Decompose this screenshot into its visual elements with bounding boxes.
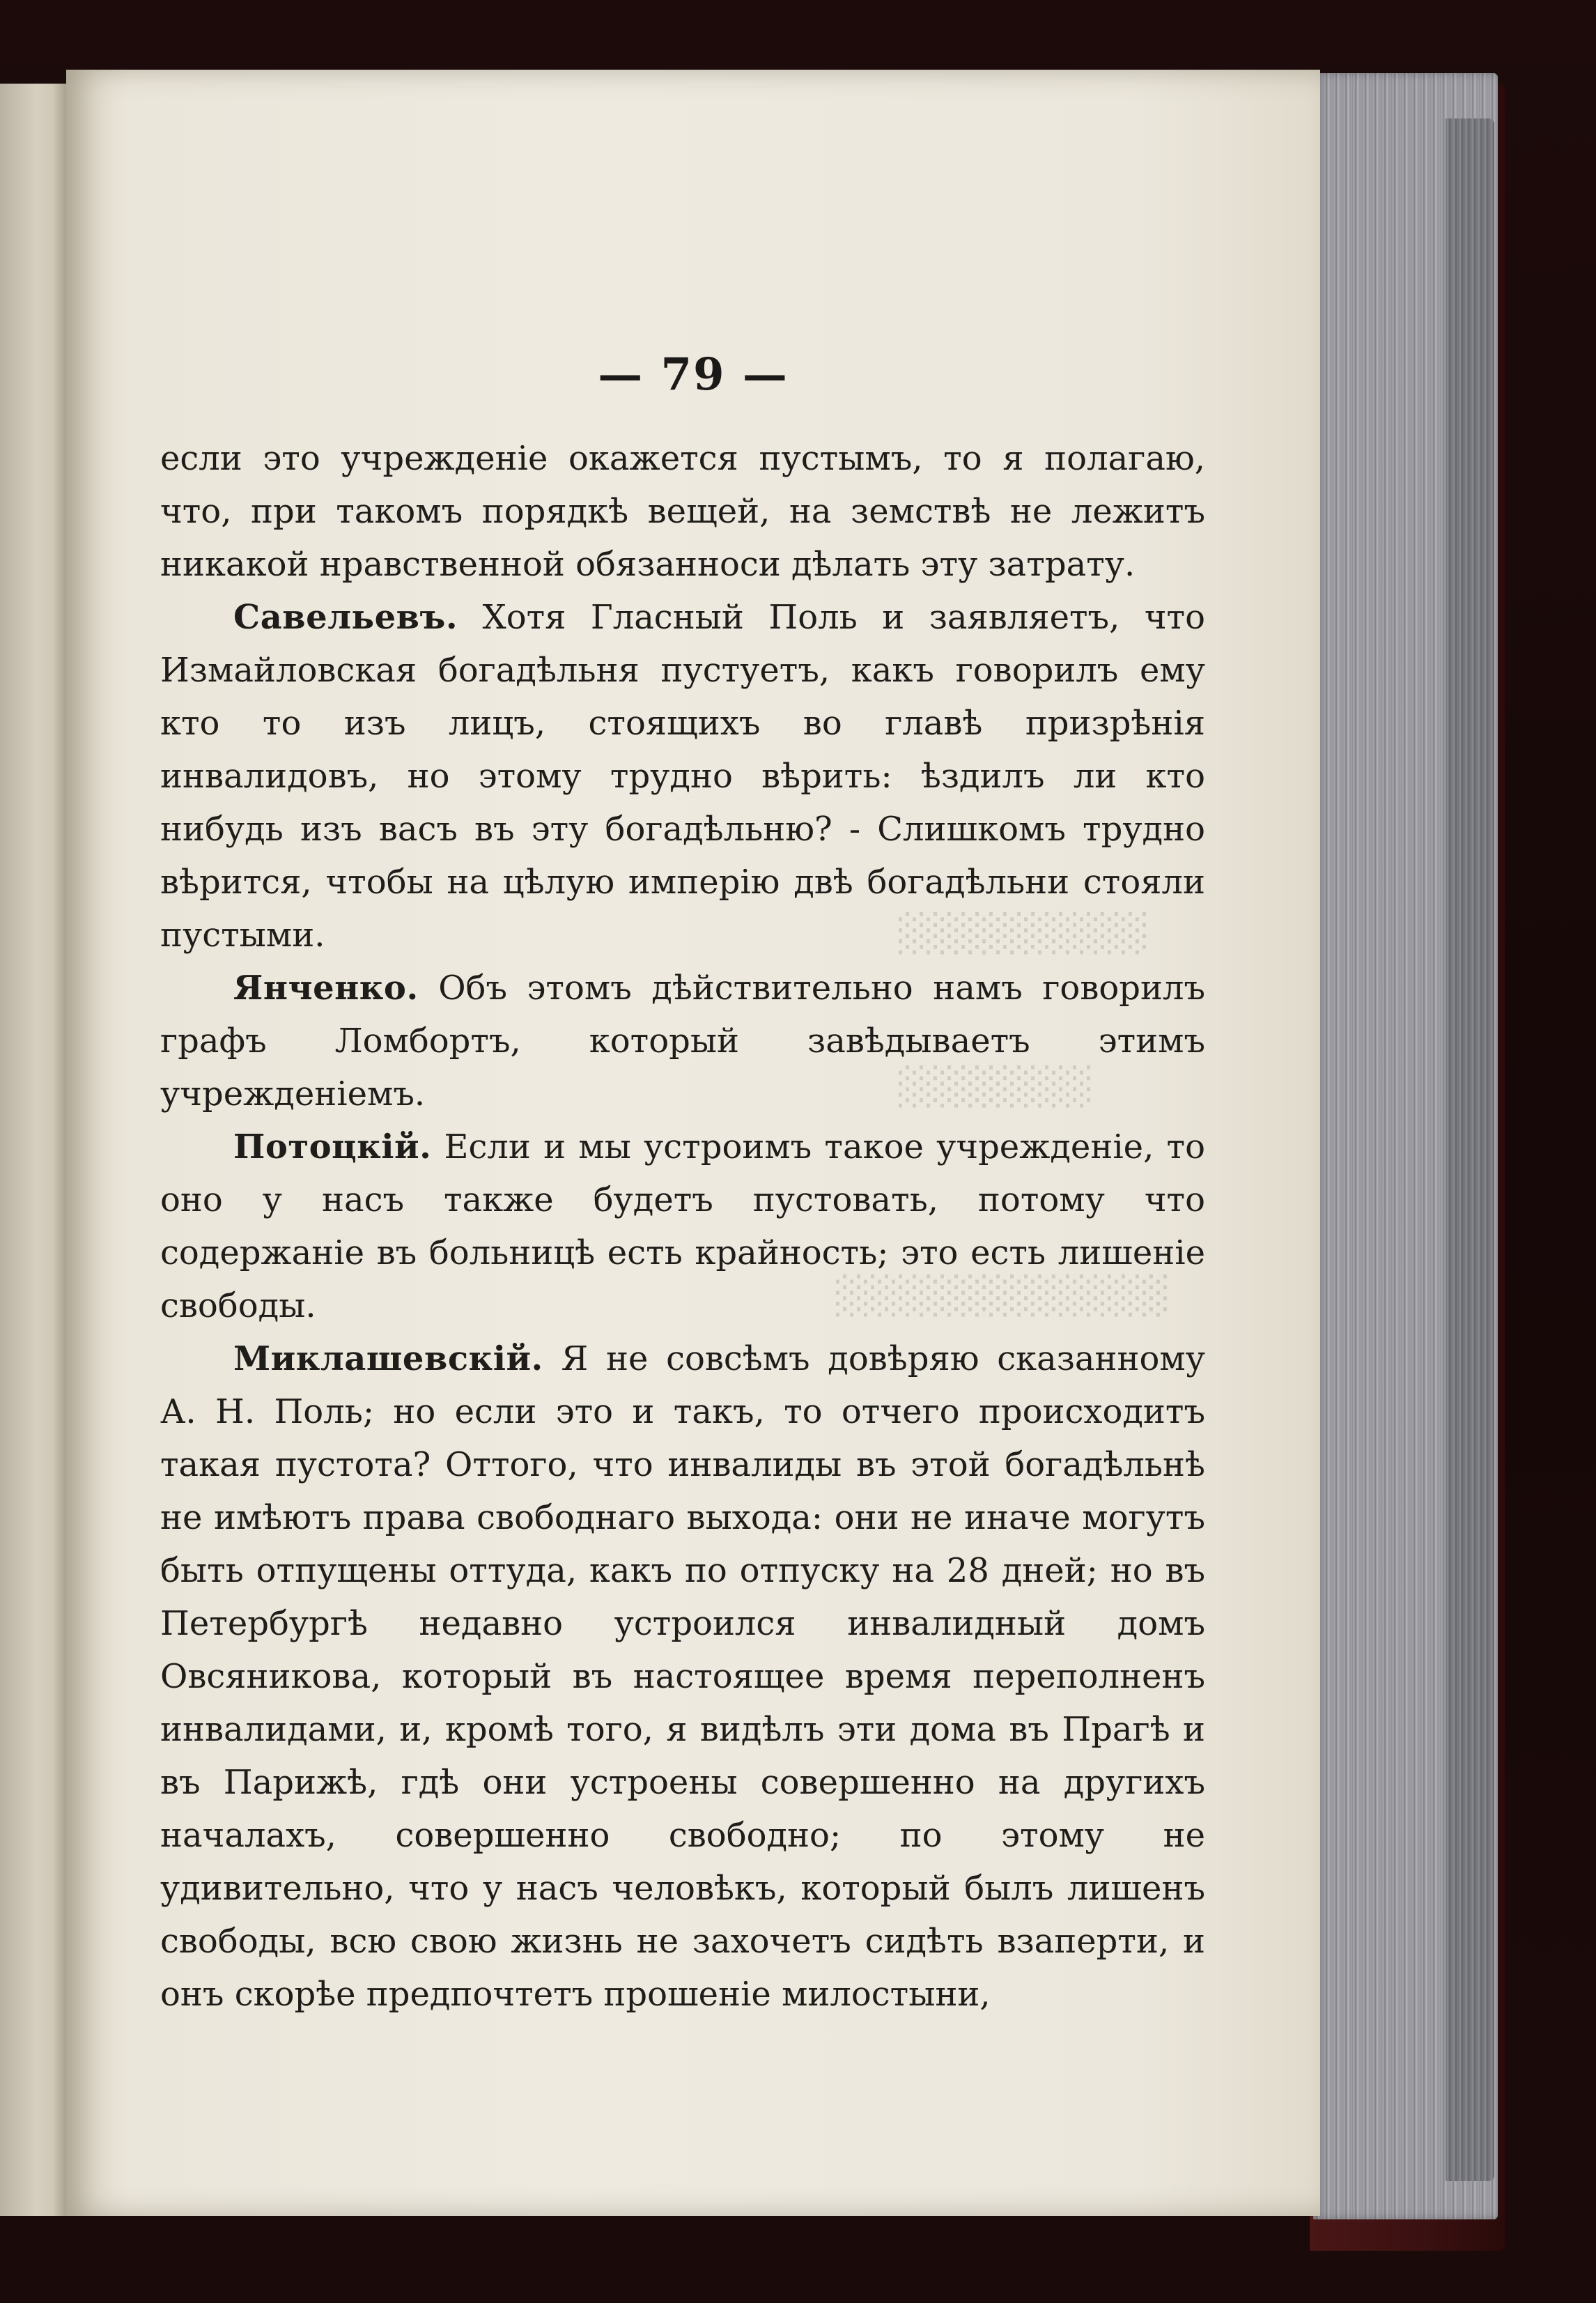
paragraph <box>160 432 1205 591</box>
bleed-through-mark: ░░░░░░░ <box>895 1066 1090 1108</box>
paragraph <box>160 1120 1205 1332</box>
paragraph-text: если это учрежденіе окажется пустымъ, то я полагаю, что, при такомъ порядкѣ вещей, на земствѣ не лежитъ никакой нравственной обязанноси дѣлать эту затрату. <box>160 439 1205 584</box>
paragraph-text: Хотя Гласный Поль и заявляетъ, что Измайловская богадѣльня пустуетъ, какъ говорилъ ему кто то изъ лицъ, стоящихъ во главѣ призрѣнія инвалидовъ, но этому трудно вѣрить: ѣздилъ ли кто нибудь изъ васъ въ эту богадѣльню? - Слишкомъ трудно вѣрится, чтобы на цѣлую имперію двѣ богадѣльни стояли пустыми. <box>160 598 1205 955</box>
paragraph-text: Если и мы устроимъ такое учрежденіе, то оно у насъ также будетъ пустовать, потому что содержаніе въ больницѣ есть крайность; это есть лишеніе свободы. <box>160 1127 1205 1325</box>
paragraph-text: Объ этомъ дѣйствительно намъ говорилъ графъ Ломбортъ, который завѣдываетъ этимъ учрежденіемъ. <box>160 969 1205 1114</box>
page-number: — 79 — <box>598 348 789 401</box>
speaker-name: Миклашевскій. <box>233 1339 543 1378</box>
paragraph-text: Я не совсѣмъ довѣряю сказанному А. Н. Поль; но если это и такъ, то отчего происходитъ такая пустота? Оттого, что инвалиды въ этой богадѣльнѣ не имѣютъ права свободнаго выхода: они не иначе могутъ быть отпущены оттуда, какъ по отпуску на 28 дней; но въ Петербургѣ недавно устроился инвалидный домъ Овсяникова, который въ настоящее время переполненъ инвалидами, и, кромѣ того, я видѣлъ эти дома въ Прагѣ и въ Парижѣ, гдѣ они устроены совершенно на другихъ началахъ, совершенно свободно; по этому не удивительно, что у насъ человѣкъ, который былъ лишенъ свободы, всю свою жизнь не захочетъ сидѣть взаперти, и онъ скорѣе предпочтетъ прошеніе милостыни, <box>160 1339 1205 2014</box>
bleed-through-mark: ░░░░░░░░░░░░ <box>832 1275 1167 1317</box>
paragraph <box>160 962 1205 1120</box>
speaker-name: Потоцкій. <box>233 1127 432 1166</box>
page-block-edges-inner <box>1446 118 1494 2181</box>
previous-page-edge <box>0 84 66 2216</box>
bleed-through-mark: ░░░░░░░░░ <box>895 913 1146 955</box>
speaker-name: Янченко. <box>233 969 419 1008</box>
paragraph <box>160 1332 1205 2021</box>
paragraph <box>160 591 1205 962</box>
book-page <box>66 70 1320 2216</box>
body-text <box>160 432 1205 2021</box>
speaker-name: Савельевъ. <box>233 598 458 637</box>
